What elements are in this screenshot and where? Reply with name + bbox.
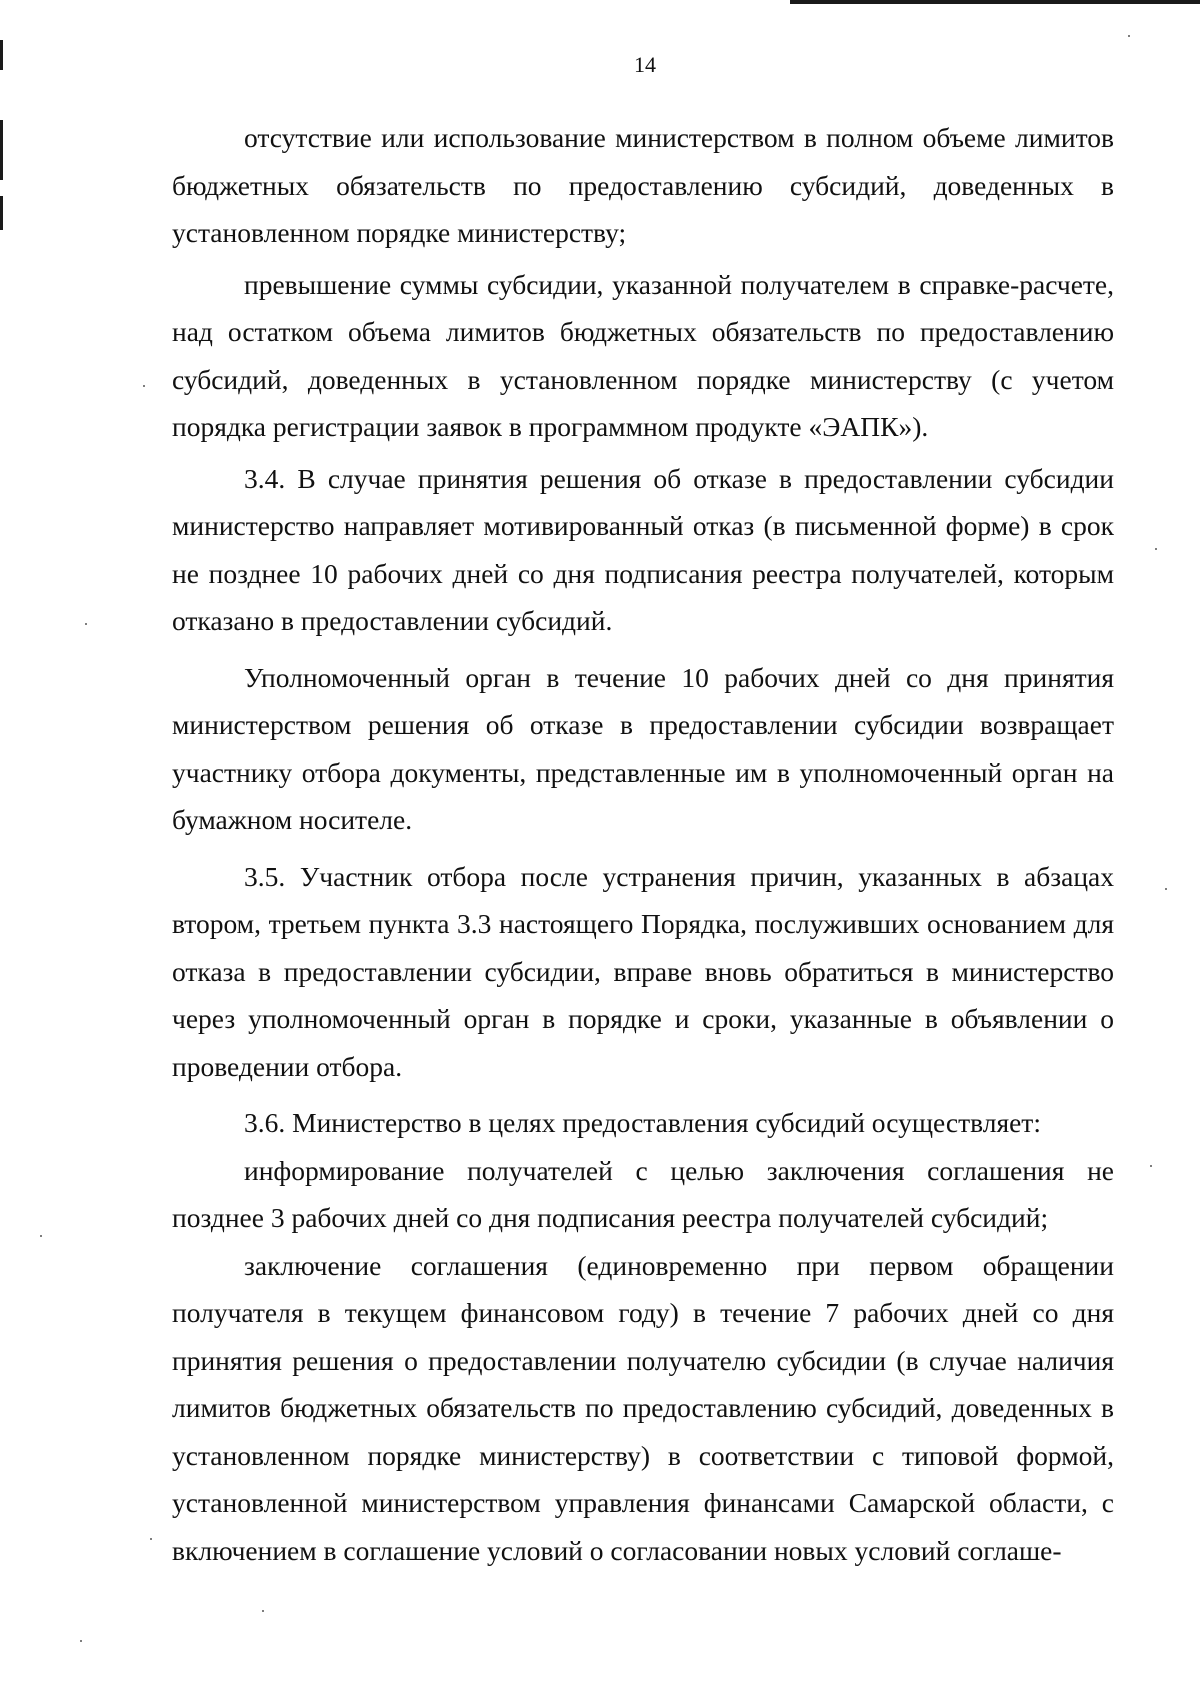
paragraph: 3.6. Министерство в целях предоставления субсидий осуществляет: — [244, 1107, 1041, 1138]
paragraph: Уполномоченный орган в течение 10 рабочих дней со дня принятия министерством решения об отказе в предоставлении субсидии возвращает участнику отбора документы, представленные им в уполномоченный орган на бумажном носителе. — [172, 661, 1114, 835]
top-edge-rule — [790, 0, 1200, 4]
scan-speck — [143, 385, 145, 387]
paragraph: отсутствие или использование министерством в полном объеме лимитов бюджетных обязательств по предоставлению субсидий, доведенных в установленном порядке министерству; — [172, 122, 1114, 248]
scan-speck — [40, 1235, 42, 1237]
scan-speck — [85, 623, 87, 625]
paragraph: заключение соглашения (единовременно при первом обращении получателя в текущем финансовом году) в течение 7 рабочих дней со дня принятия решения о предоставлении получателю субсидии (в случае наличия лимитов бюджетных обязательств по предоставлению субсидий, доведенных в установленном порядке министерству) в соответствии с типовой формой, установленной министерством управления финансами Самарской области, с включением в соглашение условий о согласовании новых условий соглаше- — [172, 1249, 1114, 1566]
scan-speck — [1150, 1165, 1152, 1167]
paragraph: 3.4. В случае принятия решения об отказе в предоставлении субсидии министерство направляет мотивированный отказ (в письменной форме) в срок не позднее 10 рабочих дней со дня подписания реестра получателей, которым отказано в предоставлении субсидий. — [172, 462, 1114, 636]
scan-speck — [150, 1538, 152, 1540]
scan-speck — [1165, 888, 1167, 890]
scan-speck — [1128, 35, 1130, 37]
scan-speck — [80, 1640, 82, 1642]
paragraph: превышение суммы субсидии, указанной получателем в справке-расчете, над остатком объема лимитов бюджетных обязательств по предоставлению субсидий, доведенных в установленном порядке министерству (с учетом порядка регистрации заявок в программном продукте «ЭАПК»). — [172, 268, 1114, 442]
left-edge-mark — [0, 120, 3, 180]
left-edge-mark — [0, 196, 3, 230]
document-body — [172, 114, 1114, 1574]
paragraph: 3.5. Участник отбора после устранения причин, указанных в абзацах втором, третьем пункта 3.3 настоящего Порядка, послуживших основанием для отказа в предоставлении субсидии, вправе вновь обратиться в министерство через уполномоченный орган в порядке и сроки, указанные в объявлении о проведении отбора. — [172, 860, 1114, 1082]
scan-speck — [262, 1610, 264, 1612]
scan-speck — [1155, 548, 1157, 550]
paragraph: информирование получателей с целью заключения соглашения не позднее 3 рабочих дней со дня подписания реестра получателей субсидий; — [172, 1154, 1114, 1233]
page-number: 14 — [634, 52, 656, 77]
